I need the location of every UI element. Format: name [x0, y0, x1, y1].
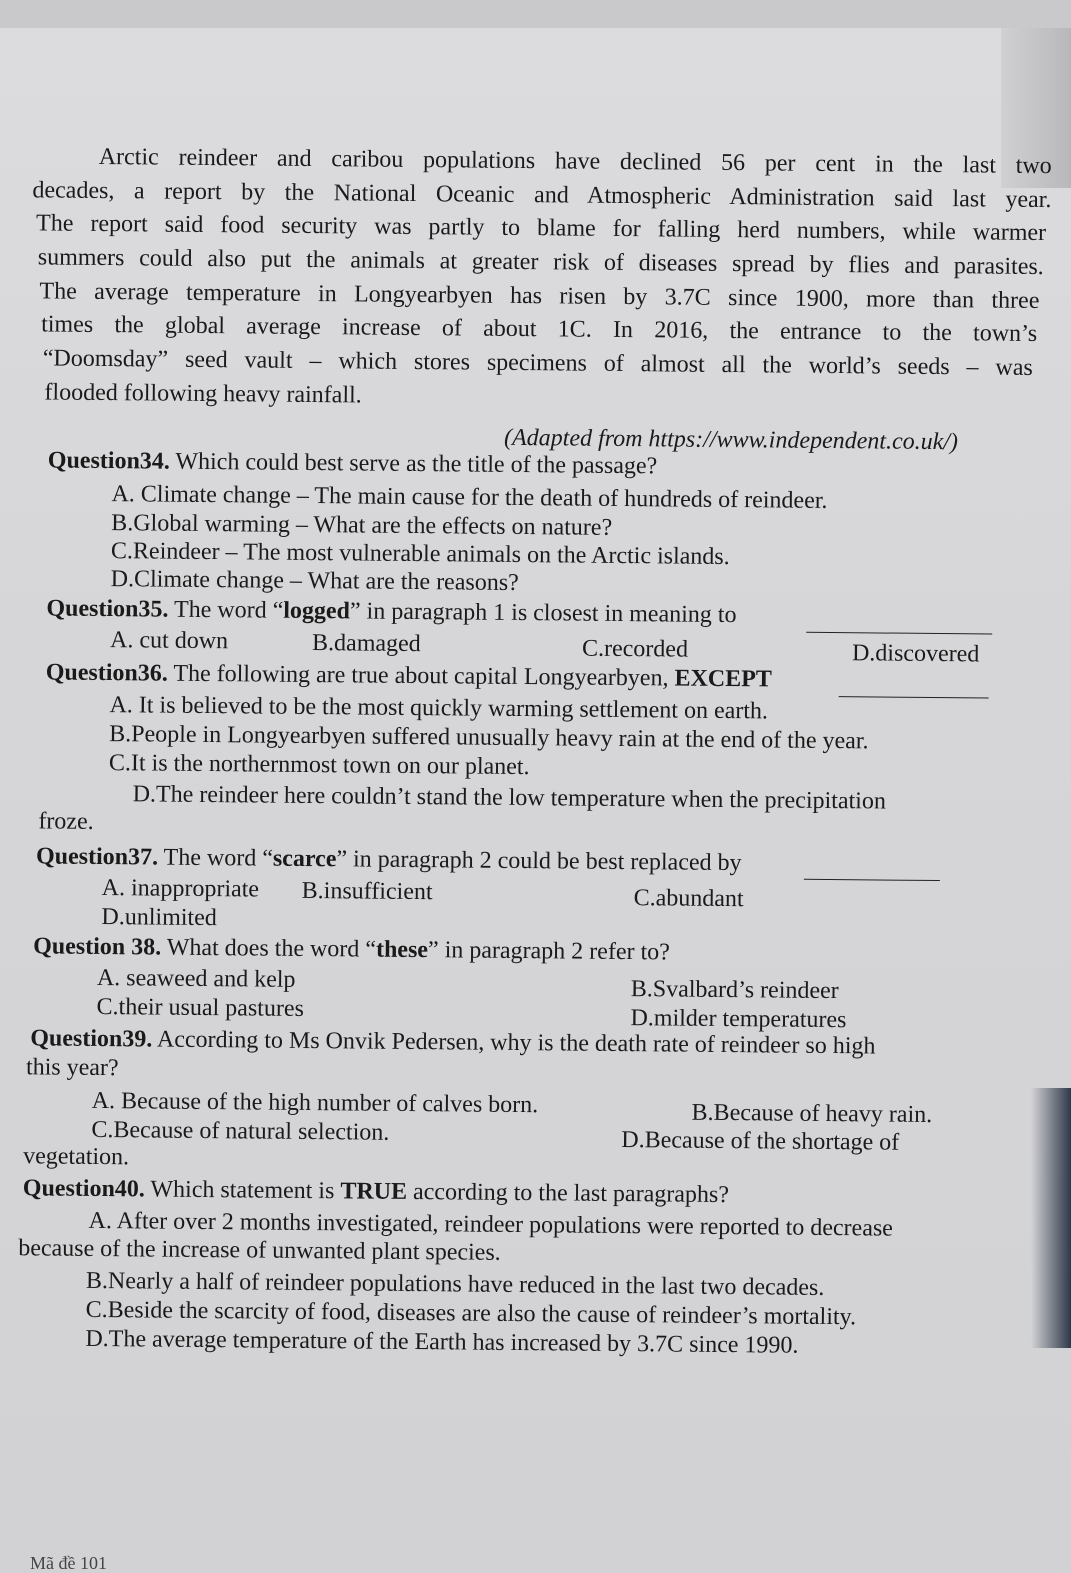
question-label: Question37. [35, 843, 159, 871]
emphasis-word: EXCEPT [674, 665, 773, 693]
question-stem-continued: this year? [25, 1054, 119, 1082]
option-c[interactable]: C.their usual pastures [96, 993, 305, 1022]
option-d[interactable]: D.discovered [851, 640, 980, 668]
option-d[interactable]: D.milder temperatures [630, 1005, 847, 1034]
answer-blank[interactable] [804, 879, 940, 881]
answer-blank[interactable] [806, 632, 992, 635]
option-c[interactable]: C.abundant [633, 885, 744, 913]
question-stem: Question39. According to Ms Onvik Pedersen, why is the death rate of reindeer so high [30, 1025, 876, 1060]
option-c[interactable]: C.Reindeer – The most vulnerable animals on the Arctic islands. [110, 538, 730, 571]
option-a-continued: because of the increase of unwanted plant species. [18, 1235, 501, 1266]
question-text: Which could best serve as the title of the passage? [169, 448, 658, 480]
option-b[interactable]: B.Svalbard’s reindeer [630, 976, 839, 1005]
answer-blank[interactable] [839, 696, 989, 698]
paper-sheet [0, 28, 1071, 1573]
reading-passage [0, 28, 1071, 456]
option-b[interactable]: B.Because of heavy rain. [691, 1099, 933, 1128]
option-d-continued: froze. [38, 808, 94, 835]
passage-line: summers could also put the animals at greater risk of diseases spread by flies and parasites. [37, 244, 1044, 281]
option-d[interactable]: D.The reindeer here couldn’t stand the low temperature when the precipitation [132, 781, 887, 815]
emphasis-word: TRUE [340, 1178, 408, 1205]
option-d[interactable]: D.The average temperature of the Earth has increased by 3.7C since 1990. [85, 1325, 799, 1359]
option-c[interactable]: C.It is the northernmost town on our planet. [108, 750, 530, 781]
highlighted-word: logged [283, 597, 351, 625]
highlighted-word: these [375, 936, 429, 964]
question-label: Question34. [47, 447, 170, 475]
option-a[interactable]: A. Climate change – The main cause for the death of hundreds of reindeer. [111, 481, 828, 514]
option-a[interactable]: A. Because of the high number of calves born. [91, 1087, 539, 1119]
question-stem: Question 38. What does the word “these” in paragraph 2 refer to? [33, 933, 670, 966]
option-c[interactable]: C.recorded [581, 635, 689, 663]
passage-line: The average temperature in Longyearbyen has risen by 3.7C since 1900, more than three [39, 278, 1040, 314]
question-label: Question39. [30, 1025, 153, 1053]
option-c[interactable]: C.Beside the scarcity of food, diseases are also the cause of reindeer’s mortality. [85, 1296, 857, 1331]
exam-content [0, 28, 1071, 1573]
option-b[interactable]: B.insufficient [301, 877, 433, 906]
question-stem: Question37. The word “scarce” in paragraph 2 could be best replaced by [35, 843, 742, 877]
source-citation: (Adapted from https://www.independent.co.uk/) [503, 424, 959, 456]
option-a[interactable]: A. cut down [110, 627, 229, 655]
question-stem: Question36. The following are true about capital Longyearbyen, EXCEPT [45, 659, 773, 693]
question-stem: Question40. Which statement is TRUE according to the last paragraphs? [22, 1175, 730, 1209]
passage-line: The report said food security was partly to blame for falling herd numbers, while warmer [36, 210, 1047, 247]
question-stem: Question35. The word “logged” in paragraph 1 is closest in meaning to [46, 595, 737, 629]
question-label: Question40. [22, 1175, 145, 1203]
passage-line: decades, a report by the National Oceanic and Atmospheric Administration said last year. [32, 177, 1052, 214]
passage-line: flooded following heavy rainfall. [44, 379, 362, 409]
option-d[interactable]: D.Climate change – What are the reasons? [110, 566, 519, 597]
option-d[interactable]: D.unlimited [101, 904, 217, 932]
option-a[interactable]: A. After over 2 months investigated, reindeer populations were reported to decrease [88, 1207, 894, 1242]
question-label: Question 38. [33, 933, 162, 961]
option-c[interactable]: C.Because of natural selection. [91, 1116, 390, 1146]
option-b[interactable]: B.damaged [311, 630, 421, 658]
option-a[interactable]: A. It is believed to be the most quickly warming settlement on earth. [109, 692, 769, 725]
option-d-continued: vegetation. [23, 1143, 130, 1171]
option-a[interactable]: A. inappropriate [101, 875, 260, 903]
option-b[interactable]: B.Nearly a half of reindeer populations have reduced in the last two decades. [85, 1267, 825, 1301]
question-stem [48, 446, 658, 480]
option-b[interactable]: B.People in Longyearbyen suffered unusually heavy rain at the end of the year. [109, 721, 869, 755]
highlighted-word: scarce [272, 845, 337, 873]
question-label: Question35. [46, 595, 169, 623]
exam-code-footer: Mã đề 101 [30, 1553, 107, 1573]
option-a[interactable]: A. seaweed and kelp [96, 964, 296, 993]
option-b[interactable]: B.Global warming – What are the effects on nature? [111, 510, 613, 541]
option-d[interactable]: D.Because of the shortage of [621, 1127, 900, 1156]
passage-line: times the global average increase of about 1C. In 2016, the entrance to the town’s [41, 311, 1038, 347]
question-label: Question36. [45, 659, 168, 687]
passage-line: “Doomsday” seed vault – which stores specimens of almost all the world’s seeds – was [42, 345, 1033, 381]
passage-line: Arctic reindeer and caribou populations have declined 56 per cent in the last two [98, 143, 1052, 180]
